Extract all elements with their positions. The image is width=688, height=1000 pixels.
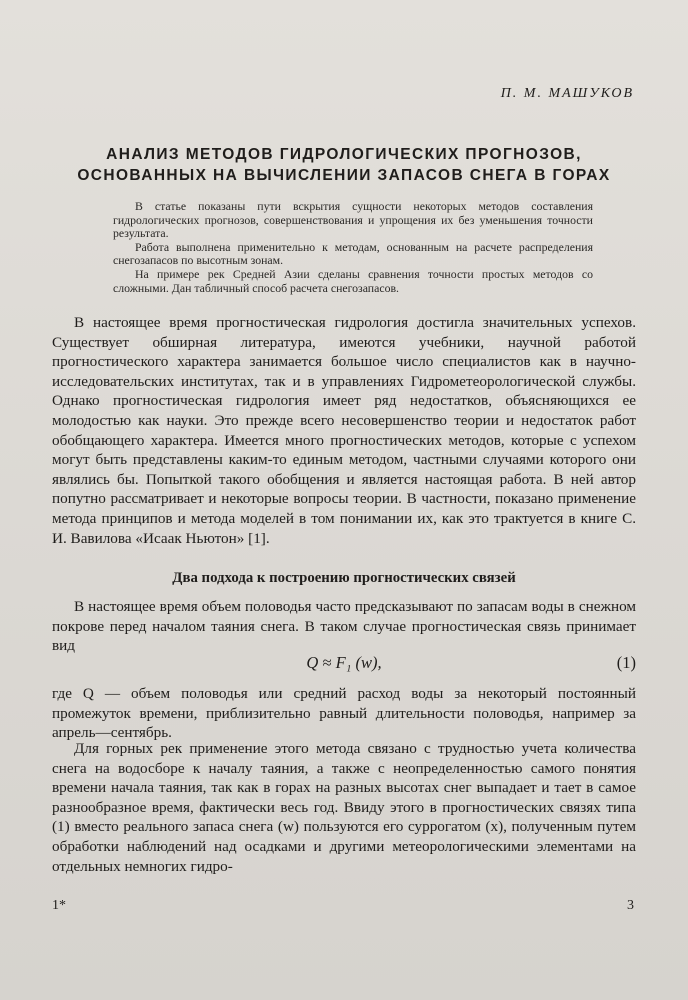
abstract-paragraph-1: В статье показаны пути вскрытия сущности некоторых методов составления гидрологических прогнозов, совершенствования и упрощения их без уменьшения точности результата. xyxy=(113,199,593,241)
article-title xyxy=(40,144,648,186)
section-paragraph-1-text: В настоящее время объем половодья часто предсказывают по запасам воды в снежном покрове перед началом таяния снега. В таком случае прогностическая связь принимает вид xyxy=(52,598,636,655)
formula: Q ≈ F₁ (w), xyxy=(306,653,382,672)
section-paragraph-1 xyxy=(52,597,636,656)
formula-number: (1) xyxy=(616,653,636,672)
abstract xyxy=(113,200,593,295)
section-paragraph-2 xyxy=(52,684,636,743)
abstract-paragraph-3: На примере рек Средней Азии сделаны сравнения точности простых методов со сложными. Дан табличный способ расчета снегозапасов. xyxy=(113,266,593,295)
intro-paragraph: В настоящее время прогностическая гидрология достигла значительных успехов. Существует обширная литература, имеются учебники, научной работой прогностического характера занимается большое число специалистов как в научно-исследовательских институтах, так и в управлениях Гидрометеорологической службы. Однако прогностическая гидрология имеет ряд недостатков, объясняющихся ее молодостью как науки. Это прежде всего несовершенство теории и недостаток работ обобщающего характера. Имеется много прогностических методов, которые с успехом могут быть представлены каким-то единым методом, частными случаями которого они являлись бы. Попыткой такого обобщения и является настоящая работа. В ней автор попутно рассматривает и некоторые вопросы теории. В частности, показано применение метода принципов и метода моделей в том понимании их, как это трактуется в книге С. И. Вавилова «Исаак Ньютон» [1]. xyxy=(52,314,636,547)
page-number: 3 xyxy=(627,898,634,913)
signature-mark: 1* xyxy=(52,898,66,913)
section-paragraph-2-text: где Q — объем половодья или средний расход воды за некоторый постоянный промежуток времени, приблизительно равный длительности половодья, например за апрель—сентябрь. xyxy=(52,685,636,742)
section-heading: Два подхода к построению прогностических связей xyxy=(172,570,516,586)
formula-row xyxy=(52,653,636,679)
title-line-2: ОСНОВАННЫХ НА ВЫЧИСЛЕНИИ ЗАПАСОВ СНЕГА В ГОРАХ xyxy=(77,167,611,184)
title-line-1: АНАЛИЗ МЕТОДОВ ГИДРОЛОГИЧЕСКИХ ПРОГНОЗОВ, xyxy=(106,146,582,163)
section-paragraph-3-text: Для горных рек применение этого метода связано с трудностью учета количества снега на водосборе к началу таяния, а также с неопределенностью самого понятия времени начала таяния, так как в горах на разных высотах снег выпадает и тает в самое разнообразное время, фактически весь год. Ввиду этого в прогностических связях типа (1) вместо реального запаса снега (w) пользуются его суррогатом (x), полученным путем обработки наблюдений над осадками и другими метеорологическими элементами на отдельных немногих гидро- xyxy=(52,740,636,875)
section-paragraph-3 xyxy=(52,739,636,876)
intro-section xyxy=(52,313,636,548)
author-name: П. М. МАШУКОВ xyxy=(500,86,634,101)
abstract-paragraph-2: Работа выполнена применительно к методам, основанным на расчете распределения снегозапасов по высотным зонам. xyxy=(113,239,593,268)
